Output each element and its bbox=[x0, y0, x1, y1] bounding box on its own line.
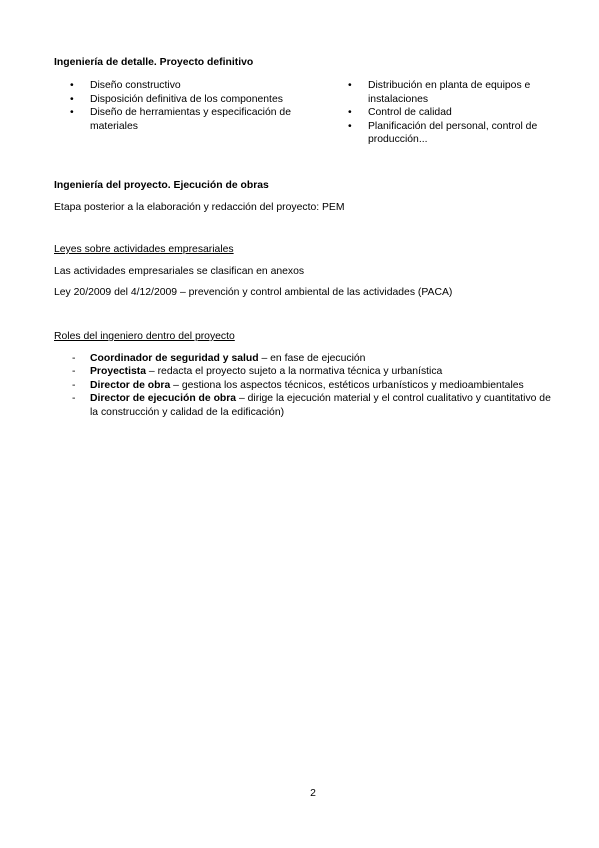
section-roles bbox=[54, 330, 559, 419]
paragraph: Etapa posterior a la elaboración y redacción del proyecto: PEM bbox=[54, 201, 345, 213]
section-heading: Ingeniería del proyecto. Ejecución de obras bbox=[54, 180, 269, 191]
role-description: – en fase de ejecución bbox=[258, 352, 366, 364]
paragraph: Las actividades empresariales se clasifican en anexos bbox=[54, 265, 305, 277]
list-item: • Disposición definitiva de los componentes bbox=[54, 93, 294, 107]
list-item: • Control de calidad bbox=[332, 106, 557, 120]
role-description: – gestiona los aspectos técnicos, estéticos urbanísticos y medioambientales bbox=[170, 379, 524, 391]
paragraph: Ley 20/2009 del 4/12/2009 – prevención y control ambiental de las actividades (PACA) bbox=[54, 287, 453, 298]
list-item bbox=[54, 352, 559, 366]
page-number: 2 bbox=[310, 788, 316, 799]
section-heading: Ingeniería de detalle. Proyecto definitivo bbox=[54, 57, 254, 68]
section-project-engineering bbox=[54, 179, 559, 214]
section-heading: Roles del ingeniero dentro del proyecto bbox=[54, 331, 235, 342]
role-description: – redacta el proyecto sujeto a la normativa técnica y urbanística bbox=[146, 366, 443, 377]
left-column bbox=[54, 79, 294, 133]
list-item: • Diseño de herramientas y especificación de materiales bbox=[54, 106, 294, 133]
list-item bbox=[54, 365, 559, 379]
section-detail-engineering bbox=[54, 56, 559, 70]
role-title: Director de obra bbox=[90, 379, 171, 391]
role-title: Director de ejecución de obra bbox=[90, 393, 237, 404]
list-item: • Diseño constructivo bbox=[54, 79, 294, 93]
roles-list bbox=[54, 352, 559, 420]
role-title: Proyectista bbox=[90, 366, 147, 377]
role-description: – dirige la ejecución material y el control cualitativo y cuantitativo de la construcción y calidad de la edificación) bbox=[90, 393, 551, 418]
section-laws bbox=[54, 243, 559, 300]
role-title: Coordinador de seguridad y salud bbox=[90, 352, 259, 364]
right-column bbox=[332, 79, 557, 147]
list-item bbox=[54, 379, 559, 393]
section-heading: Leyes sobre actividades empresariales bbox=[54, 244, 234, 255]
bullet-list bbox=[332, 79, 557, 147]
bullet-list bbox=[54, 79, 294, 133]
list-item bbox=[54, 392, 559, 419]
list-item: • Planificación del personal, control de producción... bbox=[332, 120, 557, 147]
list-item: • Distribución en planta de equipos e instalaciones bbox=[332, 79, 557, 106]
